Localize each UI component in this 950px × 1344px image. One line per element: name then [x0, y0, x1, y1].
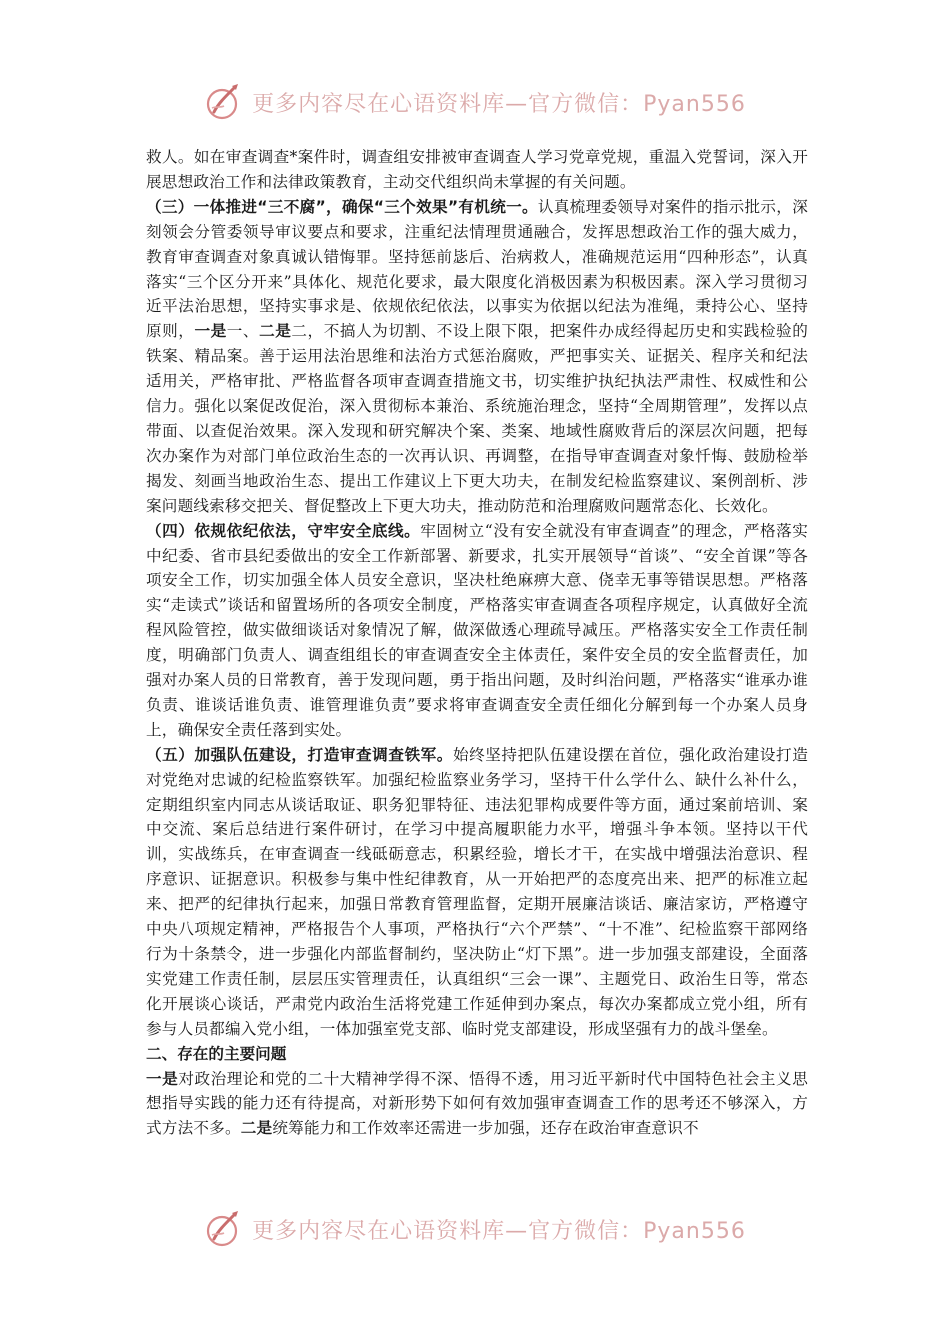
watermark-text: 更多内容尽在心语资料库—官方微信：Pyan556	[252, 91, 746, 117]
paragraph-section-4	[146, 519, 808, 743]
header-watermark-banner	[0, 80, 950, 124]
section-4-heading: （四）依规依纪依法，守牢安全底线。	[146, 521, 421, 540]
pen-logo-icon	[204, 82, 244, 122]
section-5-text: 始终坚持把队伍建设摆在首位，强化政治建设打造对党绝对忠诚的纪检监察铁军。加强纪检监察业务学习，坚持干什么学什么、缺什么补什么，定期组织室内同志从谈话取证、职务犯罪特征、违法犯罪构成要件等方面，通过案前培训、案中交流、案后总结进行案件研讨，在学习中提高履职能力水平，增强斗争本领。坚持以干代训，实战练兵，在审查调查一线砥砺意志，积累经验，增长才干，在实战中增强法治意识、程序意识、证据意识。积极参与集中性纪律教育，从一开始把严的态度亮出来、把严的标准立起来、把严的纪律执行起来，加强日常教育管理监督，定期开展廉洁谈话、廉洁家访，严格遵守中央八项规定精神，严格报告个人事项，严格执行“六个严禁”、“十不准”、纪检监察干部网络行为十条禁令，进一步强化内部监督制约，坚决防止“灯下黑”。进一步加强支部建设，全面落实党建工作责任制，层层压实管理责任，认真组织“三会一课”、主题党日、政治生日等，常态化开展谈心谈话，严肃党内政治生活将党建工作延伸到办案点，每次办案都成立党小组，所有参与人员都编入党小组，一体加强室党支部、临时党支部建设，形成坚强有力的战斗堡垒。	[146, 745, 808, 1038]
paragraph-continuation: 救人。如在审查调查*案件时，调查组安排被审查调查人学习党章党规，重温入党誓词，深入开展思想政治工作和法律政策教育，主动交代组织尚未掌握的有关问题。	[146, 148, 808, 191]
paragraph-section-5	[146, 743, 808, 1042]
section-3-text-3: 二，不搞人为切割、不设上限下限，把案件办成经得起历史和实践检验的铁案、精品案。善于运用法治思维和法治方式惩治腐败，严把事实关、证据关、程序关和纪法适用关，严格审批、严格监督各项审查调查措施文书，切实维护执纪执法严肃性、权威性和公信力。强化以案促改促治，深入贯彻标本兼治、系统施治理念，坚持“全周期管理”，发挥以点带面、以查促治效果。深入发现和研究解决个案、类案、地域性腐败背后的深层次问题，把每次办案作为对部门单位政治生态的一次再认识、再调整，在指导审查调查对象忏悔、鼓励检举揭发、刻画当地政治生态、提出工作建议上下更大功夫，在制发纪检监察建议、案例剖析、涉案问题线索移交把关、督促整改上下更大功夫，推动防范和治理腐败问题常态化、长效化。	[146, 322, 808, 515]
problem-1-label: 一是	[146, 1069, 179, 1088]
section-3-text-2: 一、	[226, 322, 260, 341]
section-3-text-1: 认真梳理委领导对案件的指示批示，深刻领会分管委领导审议要点和要求，注重纪法情理贯通融合，发挥思想政治工作的强大威力，教育审查调查对象真诚认错悔罪。坚持惩前毖后、治病救人，准确规范运用“四种形态”，认真落实“三个区分开来”具体化、规范化要求，最大限度化消极因素为积极因素。深入学习贯彻习近平法治思想，坚持实事求是、依规依纪依法，以事实为依据以纪法为准绳，秉持公心、坚持原则，	[146, 197, 808, 341]
paragraph-section-3	[146, 195, 808, 519]
document-body	[146, 145, 808, 1141]
problem-1-text: 对政治理论和党的二十大精神学得不深、悟得不透，用习近平新时代中国特色社会主义思想指导实践的能力还有待提高，对新形势下如何有效加强审查调查工作的思考还不够深入，方式方法不多。	[146, 1069, 808, 1138]
paragraph-problems	[146, 1067, 808, 1142]
section-3-emph-1: 一是	[194, 322, 227, 341]
section-4-text: 牢固树立“没有安全就没有审查调查”的理念，严格落实中纪委、省市县纪委做出的安全工作新部署、新要求，扎实开展领导“首谈”、“安全首课”等各项安全工作，切实加强全体人员安全意识，坚决杜绝麻痹大意、侥幸无事等错误思想。严格落实“走读式”谈话和留置场所的各项安全制度，严格落实审查调查各项程序规定，认真做好全流程风险管控，做实做细谈话对象情况了解，做深做透心理疏导减压。严格落实安全工作责任制度，明确部门负责人、调查组组长的审查调查安全主体责任，案件安全员的安全监督责任，加强对办案人员的日常教育，善于发现问题，勇于指出问题，及时纠治问题，严格落实“谁承办谁负责、谁谈话谁负责、谁管理谁负责”要求将审查调查安全责任细化分解到每一个办案人员身上，确保安全责任落到实处。	[146, 521, 808, 739]
pen-logo-icon	[204, 1209, 244, 1249]
problem-2-label: 二是	[240, 1119, 273, 1138]
section-heading-problems: 二、存在的主要问题	[146, 1044, 287, 1063]
watermark-text: 更多内容尽在心语资料库—官方微信：Pyan556	[252, 1218, 746, 1244]
section-3-heading: （三）一体推进“三不腐”，确保“三个效果”有机统一。	[146, 197, 538, 216]
section-5-heading: （五）加强队伍建设，打造审查调查铁军。	[146, 745, 453, 764]
section-3-emph-2: 二是	[259, 322, 292, 341]
footer-watermark-banner	[0, 1207, 950, 1251]
problem-2-text: 统筹能力和工作效率还需进一步加强，还存在政治审查意识不	[272, 1119, 699, 1138]
